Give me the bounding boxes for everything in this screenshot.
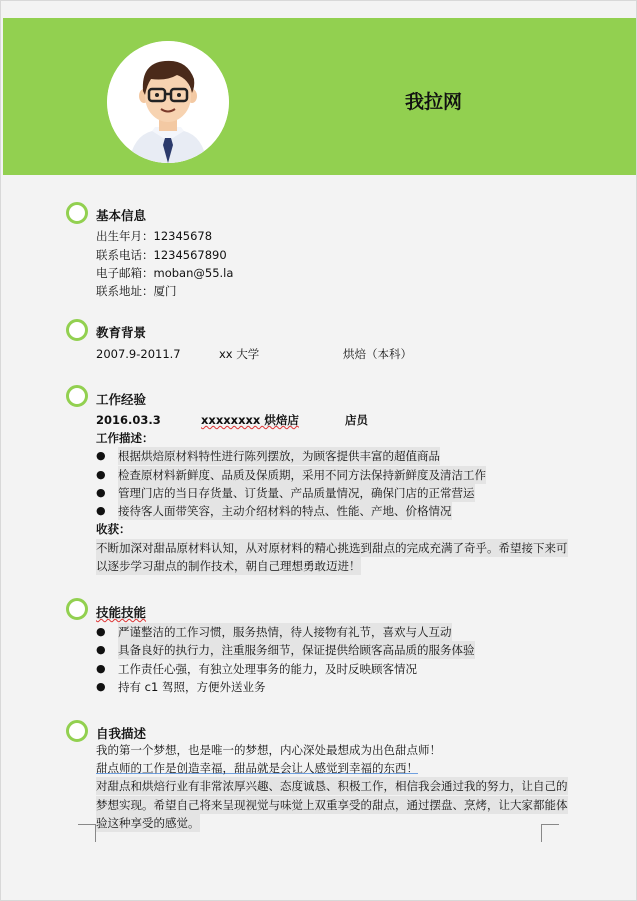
section-marker-icon	[66, 202, 88, 224]
phone: 联系电话：1234567890	[96, 248, 227, 262]
section-marker-icon	[66, 598, 88, 620]
education-school: xx 大学	[219, 347, 260, 361]
header-banner	[3, 18, 636, 175]
work-bullet: 根据烘焙原材料特性进行陈列摆放，为顾客提供丰富的超值商品	[118, 449, 440, 463]
avatar	[107, 41, 229, 163]
work-position: 店员	[345, 413, 368, 427]
education-major: 烘焙（本科）	[343, 347, 412, 361]
section-title-education: 教育背景	[96, 325, 147, 340]
work-bullet: 管理门店的当日存货量、订货量、产品质量情况，确保门店的正常营运	[118, 486, 475, 500]
bullet-icon: ●	[96, 486, 106, 499]
self-line: 对甜点和烘焙行业有非常浓厚兴趣、态度诚恳、积极工作，相信我会通过我的努力，让自己的	[96, 779, 568, 793]
section-marker-icon	[66, 720, 88, 742]
bullet-icon: ●	[96, 643, 106, 656]
section-marker-icon	[66, 385, 88, 407]
section-title-basic: 基本信息	[96, 208, 147, 223]
section-marker-icon	[66, 319, 88, 341]
crop-mark	[78, 824, 96, 842]
bullet-icon: ●	[96, 449, 106, 462]
bullet-icon: ●	[96, 504, 106, 517]
work-company	[201, 411, 299, 429]
gain-line: 以逐步学习甜点的制作技术，朝自己理想勇敢迈进！	[96, 559, 361, 573]
address: 联系地址：厦门	[96, 284, 177, 298]
crop-mark	[541, 824, 559, 842]
skill-bullet: 工作责任心强，有独立处理事务的能力，及时反映顾客情况	[118, 662, 417, 676]
self-line: 我的第一个梦想，也是唯一的梦想，内心深处最想成为出色甜点师！	[96, 743, 441, 757]
skill-bullet: 严谨整洁的工作习惯，服务热情，待人接物有礼节，喜欢与人互动	[118, 625, 452, 639]
work-date: 2016.03.3	[96, 413, 161, 427]
section-title-skills-text: 技能技能	[96, 605, 147, 620]
email: 电子邮箱：moban@55.la	[96, 266, 234, 280]
gain-label: 收获：	[96, 522, 131, 536]
work-desc-label: 工作描述：	[96, 431, 154, 445]
gain-line: 不断加深对甜品原材料认知，从对原材料的精心挑选到甜点的完成充满了奇乎。希望接下来可	[96, 541, 568, 555]
section-title-skills	[96, 603, 146, 621]
section-title-self: 自我描述	[96, 726, 147, 741]
work-company-text: xxxxxxxx 烘焙店	[201, 413, 299, 427]
cartoon-man-icon	[107, 41, 229, 163]
bullet-icon: ●	[96, 468, 106, 481]
bullet-icon: ●	[96, 625, 106, 638]
section-title-work: 工作经验	[96, 392, 147, 407]
self-line: 梦想实现。希望自己将来呈现视觉与味觉上双重享受的甜点，通过摆盘、烹烤，让大家都能体	[96, 798, 568, 812]
skill-bullet: 具备良好的执行力，注重服务细节，保证提供给顾客高品质的服务体验	[118, 643, 475, 657]
bullet-icon: ●	[96, 662, 106, 675]
work-bullet: 检查原材料新鲜度、品质及保质期，采用不同方法保持新鲜度及清洁工作	[118, 468, 486, 482]
birth-date: 出生年月：12345678	[96, 229, 213, 243]
self-line: 甜点师的工作是创造幸福，甜品就是会让人感觉到幸福的东西！	[96, 761, 418, 775]
self-line: 验这种享受的感觉。	[96, 816, 200, 830]
brand-title: 我拉网	[405, 91, 463, 113]
work-bullet: 接待客人面带笑容，主动介绍材料的特点、性能、产地、价格情况	[118, 504, 452, 518]
skill-bullet: 持有 c1 驾照，方便外送业务	[118, 680, 266, 694]
bullet-icon: ●	[96, 680, 106, 693]
education-period: 2007.9-2011.7	[96, 347, 181, 361]
